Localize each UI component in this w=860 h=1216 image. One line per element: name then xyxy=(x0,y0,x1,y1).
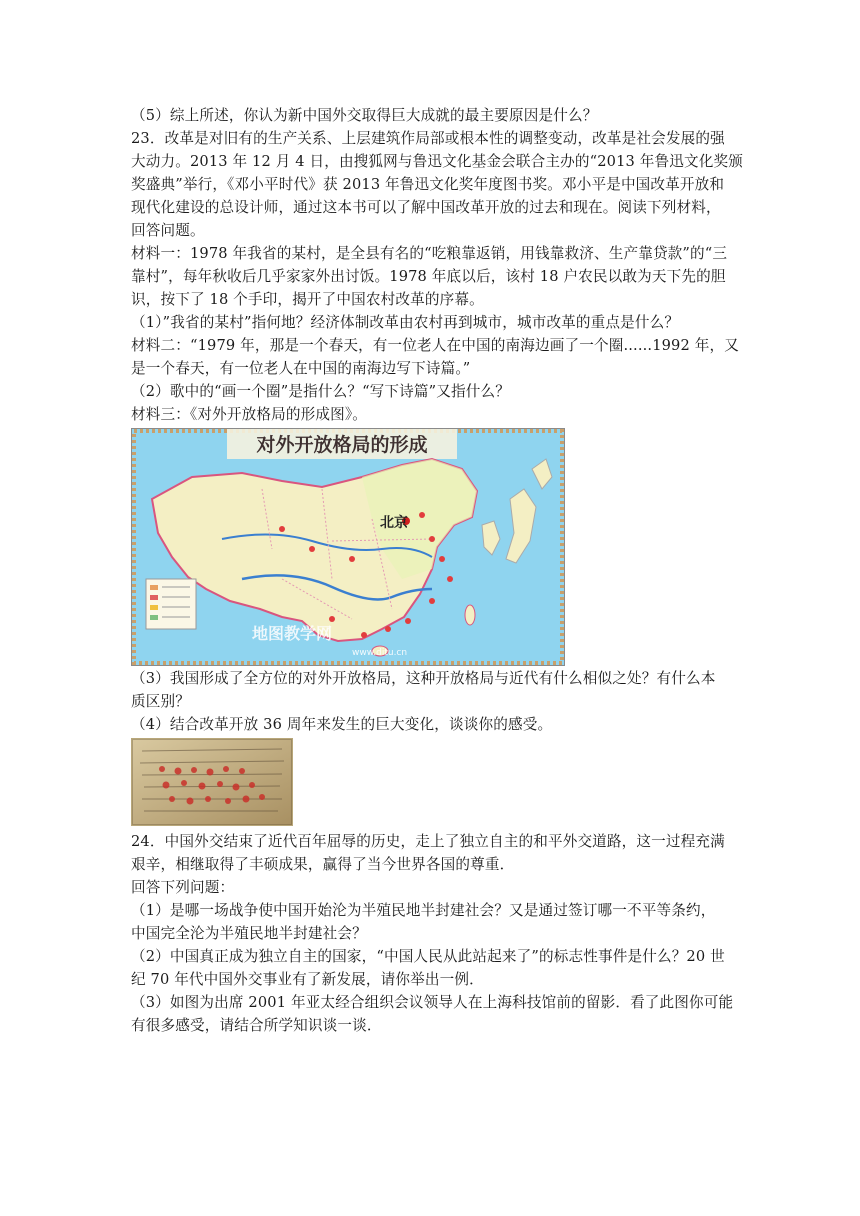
q24-part3-line-2: 有很多感受，请结合所学知识谈一谈． xyxy=(131,1017,382,1034)
q24-part3-line-1: （3）如图为出席 2001 年亚太经合组织会议领导人在上海科技馆前的留影．看了此图你可能 xyxy=(131,994,734,1011)
q23-intro-line-3: 奖盛典”举行，《邓小平时代》获 2013 年鲁迅文化奖年度图书奖。邓小平是中国改革开放和 xyxy=(131,176,725,193)
map-capital-label: 北京 xyxy=(380,515,408,531)
handprint-photo-image xyxy=(132,739,292,825)
opening-up-map-figure xyxy=(131,428,565,666)
q23-material1-line-1: 材料一：1978 年我省的某村，是全县有名的“吃粮靠返销，用钱靠救济、生产靠贷款”的“三 xyxy=(131,245,728,262)
q24-intro-line-2: 艰辛，相继取得了丰硕成果，赢得了当今世界各国的尊重． xyxy=(131,856,515,873)
handprint-contract-photo xyxy=(131,738,293,826)
q23-material3: 材料三：《对外开放格局的形成图》。 xyxy=(131,406,368,423)
q24-intro-line-3: 回答下列问题： xyxy=(131,879,235,896)
q24-part2-line-1: （2）中国真正成为独立自主的国家，“中国人民从此站起来了”的标志性事件是什么？20 世 xyxy=(131,948,725,965)
q23-material2-line-1: 材料二：“1979 年，那是一个春天，有一位老人在中国的南海边画了一个圈......1992 年，又 xyxy=(131,337,739,354)
q23-material1-line-2: 靠村”，每年秋收后几乎家家外出讨饭。1978 年底以后，该村 18 户农民以敢为天下先的胆 xyxy=(131,268,726,285)
q23-part1: （1）”我省的某村”指何地？经济体制改革由农村再到城市，城市改革的重点是什么？ xyxy=(131,314,680,331)
q23-part2: （2）歌中的“画一个圈”是指什么？“写下诗篇”又指什么？ xyxy=(131,383,510,400)
q23-intro-line-4: 现代化建设的总设计师，通过这本书可以了解中国改革开放的过去和现在。阅读下列材料， xyxy=(131,199,721,216)
q23-part3-line-2: 质区别？ xyxy=(131,693,190,710)
q23-intro-line-2: 大动力。2013 年 12 月 4 日，由搜狐网与鲁迅文化基金会联合主办的“2013 年鲁迅文化奖颁 xyxy=(131,153,743,170)
map-watermark: 地图教学网 xyxy=(252,624,333,643)
q22-part5: （5）综上所述，你认为新中国外交取得巨大成就的最主要原因是什么？ xyxy=(131,107,598,124)
q23-intro-line-1: 23．改革是对旧有的生产关系、上层建筑作局部或根本性的调整变动，改革是社会发展的强 xyxy=(131,130,725,147)
q24-part2-line-2: 纪 70 年代中国外交事业有了新发展，请你举出一例． xyxy=(131,971,484,988)
map-watermark-url: www.ditu.cn xyxy=(352,648,408,658)
q24-part1-line-2: 中国完全沦为半殖民地半封建社会？ xyxy=(131,925,367,942)
q23-intro-line-5: 回答问题。 xyxy=(131,222,205,239)
q23-part4: （4）结合改革开放 36 周年来发生的巨大变化，谈谈你的感受。 xyxy=(131,716,553,733)
q24-part1-line-1: （1）是哪一场战争使中国开始沦为半殖民地半封建社会？又是通过签订哪一不平等条约， xyxy=(131,902,716,919)
q23-material1-line-3: 识，按下了 18 个手印，揭开了中国农村改革的序幕。 xyxy=(131,291,484,308)
opening-up-map xyxy=(132,429,564,665)
q24-intro-line-1: 24．中国外交结束了近代百年屈辱的历史，走上了独立自主的和平外交道路，这一过程充满 xyxy=(131,833,725,850)
map-title: 对外开放格局的形成 xyxy=(256,434,428,456)
q23-material2-line-2: 是一个春天，有一位老人在中国的南海边写下诗篇。” xyxy=(131,360,471,377)
q23-part3-line-1: （3）我国形成了全方位的对外开放格局，这种开放格局与近代有什么相似之处？有什么本 xyxy=(131,670,716,687)
